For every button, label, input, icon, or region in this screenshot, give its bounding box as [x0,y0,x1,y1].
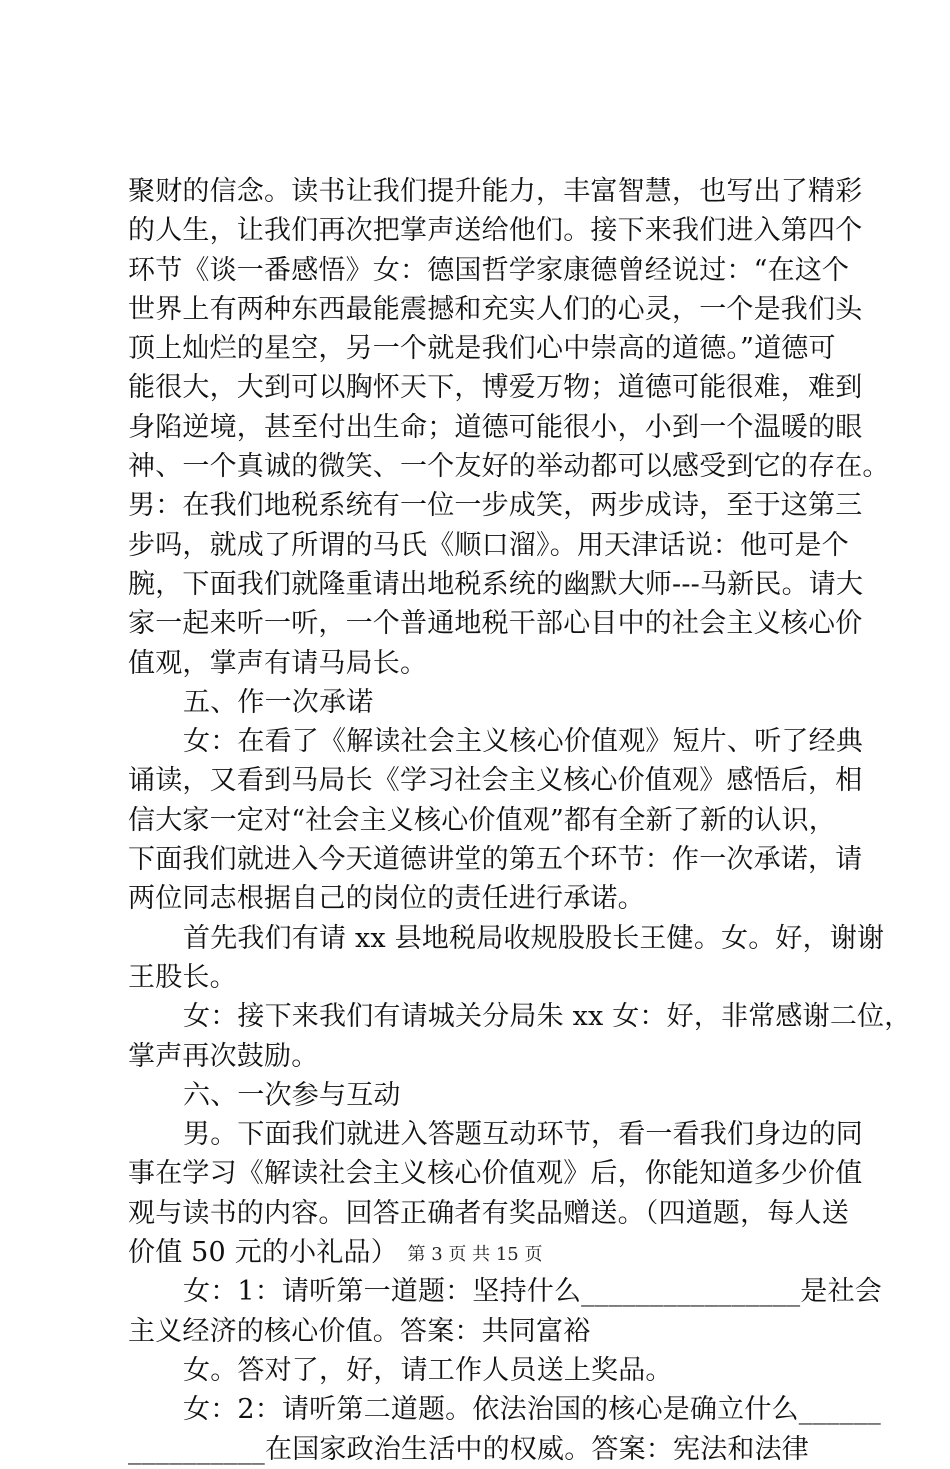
text-line: 主义经济的核心价值。答案：共同富裕 [128,1315,591,1347]
text-line: 顶上灿烂的星空，另一个就是我们心中崇高的道德。”道德可 [128,333,836,365]
text-line: 诵读，又看到马局长《学习社会主义核心价值观》感悟后，相 [128,765,863,797]
text-line: 世界上有两种东西最能震撼和充实人们的心灵，一个是我们头 [128,293,863,325]
text-line: 的人生，让我们再次把掌声送给他们。接下来我们进入第四个 [128,215,863,247]
text-line: 女：1：请听第一道题：坚持什么________________是社会 [183,1276,882,1308]
text-line: 神、一个真诚的微笑、一个友好的举动都可以感受到它的存在。 [128,451,890,483]
text-line: 腕，下面我们就隆重请出地税系统的幽默大师---马新民。请大 [128,568,864,600]
text-line: 能很大，大到可以胸怀天下，博爱万物；道德可能很难，难到 [128,372,863,404]
text-line: 观与读书的内容。回答正确者有奖品赠送。（四道题，每人送 [128,1197,849,1229]
text-line: 六、一次参与互动 [183,1079,401,1111]
text-line: 首先我们有请 xx 县地税局收规股股长王健。女。好，谢谢 [183,922,885,954]
text-line: 女。答对了，好，请工作人员送上奖品。 [183,1354,673,1386]
text-line: 信大家一定对“社会主义核心价值观”都有全新了新的认识， [128,804,837,836]
text-line: 家一起来听一听，一个普通地税干部心目中的社会主义核心价 [128,608,863,640]
text-line: 身陷逆境，甚至付出生命；道德可能很小，小到一个温暖的眼 [128,411,863,443]
text-line: 两位同志根据自己的岗位的责任进行承诺。 [128,883,645,915]
text-line: 女：在看了《解读社会主义核心价值观》短片、听了经典 [183,726,863,758]
text-line: 男：在我们地税系统有一位一步成笑，两步成诗，至于这第三 [128,490,863,522]
text-line: 值观，掌声有请马局长。 [128,647,428,679]
text-line: 女：2：请听第二道题。依法治国的核心是确立什么______ [183,1394,881,1426]
text-line: 步吗，就成了所谓的马氏《顺口溜》。用天津话说：他可是个 [128,529,849,561]
text-line: __________在国家政治生活中的权威。答案：宪法和法律 [128,1433,809,1465]
text-line: 价值 50 元的小礼品） [128,1237,398,1269]
text-line: 男。下面我们就进入答题互动环节，看一看我们身边的同 [183,1119,863,1151]
text-line: 五、作一次承诺 [183,686,374,718]
text-line: 王股长。 [128,961,237,993]
text-line: 环节《谈一番感悟》女：德国哲学家康德曾经说过：“在这个 [128,254,850,286]
text-line: 事在学习《解读社会主义核心价值观》后，你能知道多少价值 [128,1158,863,1190]
page-number-footer: 第 3 页 共 15 页 [407,1244,543,1265]
text-line: 掌声再次鼓励。 [128,1040,319,1072]
text-line: 女：接下来我们有请城关分局朱 xx 女：好，非常感谢二位， [183,1001,912,1033]
text-line: 下面我们就进入今天道德讲堂的第五个环节：作一次承诺，请 [128,844,863,876]
document-body [128,172,912,1469]
text-line: 聚财的信念。读书让我们提升能力，丰富智慧，也写出了精彩 [128,176,863,207]
